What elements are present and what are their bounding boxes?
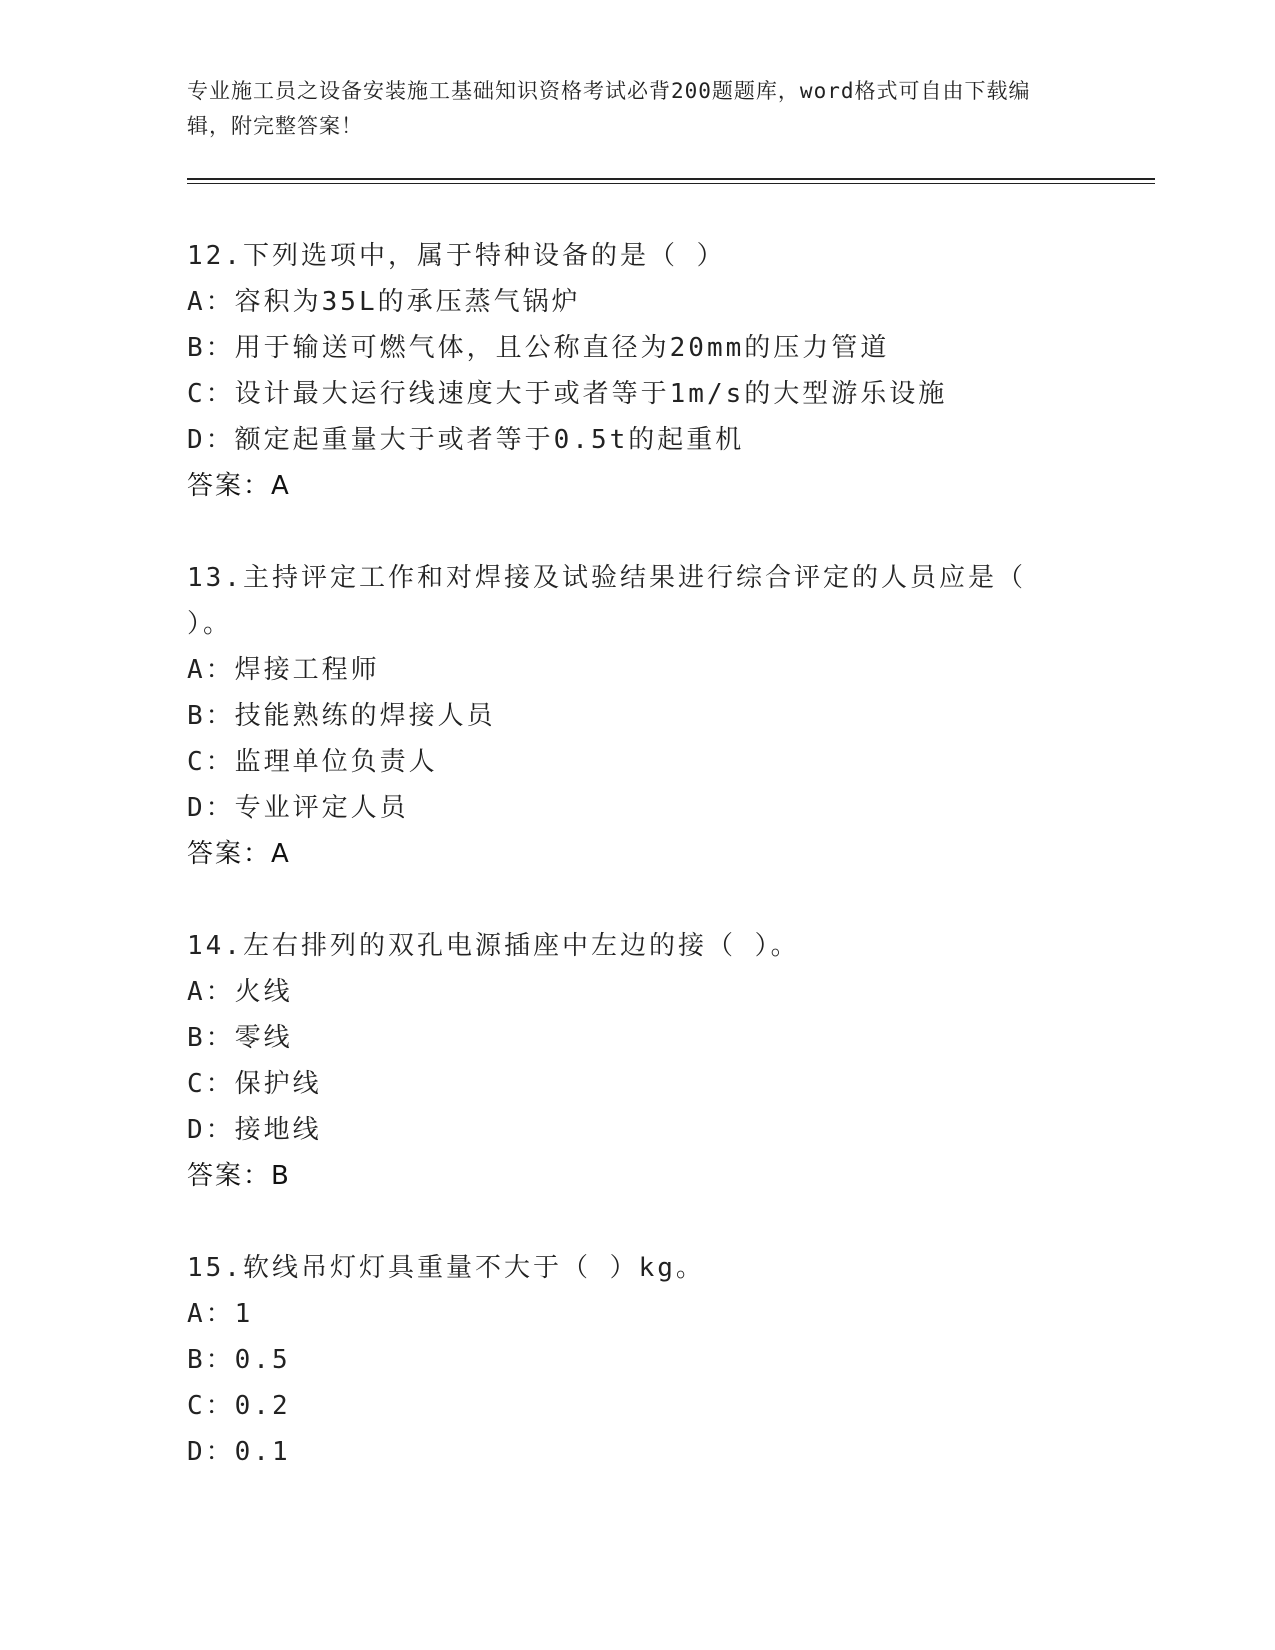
option-a: A：火线: [187, 977, 293, 1007]
option-c: C：0.2: [187, 1391, 291, 1421]
option-a: A：容积为35L的承压蒸气锅炉: [187, 287, 581, 317]
question-stem: 15.软线吊灯灯具重量不大于（ ）kg。: [187, 1253, 705, 1283]
question-stem: 14.左右排列的双孔电源插座中左边的接（ ）。: [187, 931, 800, 961]
question-12: [187, 233, 1107, 509]
answer: 答案：B: [187, 1161, 291, 1191]
question-list: [187, 233, 1107, 1521]
header-divider-thin: [187, 183, 1155, 184]
document-header: 专业施工员之设备安装施工基础知识资格考试必背200题题库，word格式可自由下载编辑，附完整答案！: [187, 79, 1031, 138]
option-c: C：保护线: [187, 1069, 322, 1099]
question-13: [187, 555, 1107, 877]
option-a: A：1: [187, 1299, 254, 1329]
answer: 答案：A: [187, 471, 291, 501]
option-c: C：监理单位负责人: [187, 747, 438, 777]
option-d: D：额定起重量大于或者等于0.5t的起重机: [187, 425, 745, 455]
option-c: C：设计最大运行线速度大于或者等于1m/s的大型游乐设施: [187, 379, 948, 409]
option-a: A：焊接工程师: [187, 655, 380, 685]
header-divider: [187, 178, 1155, 180]
option-b: B：用于输送可燃气体，且公称直径为20mm的压力管道: [187, 333, 890, 363]
answer: 答案：A: [187, 839, 291, 869]
option-b: B：零线: [187, 1023, 293, 1053]
option-d: D：0.1: [187, 1437, 291, 1467]
question-stem: 13.主持评定工作和对焊接及试验结果进行综合评定的人员应是（ ）。: [187, 563, 1026, 639]
option-d: D：专业评定人员: [187, 793, 409, 823]
option-b: B：技能熟练的焊接人员: [187, 701, 496, 731]
option-b: B：0.5: [187, 1345, 291, 1375]
question-15: [187, 1245, 1107, 1475]
option-d: D：接地线: [187, 1115, 322, 1145]
question-stem: 12.下列选项中，属于特种设备的是（ ）: [187, 241, 726, 271]
question-14: [187, 923, 1107, 1199]
